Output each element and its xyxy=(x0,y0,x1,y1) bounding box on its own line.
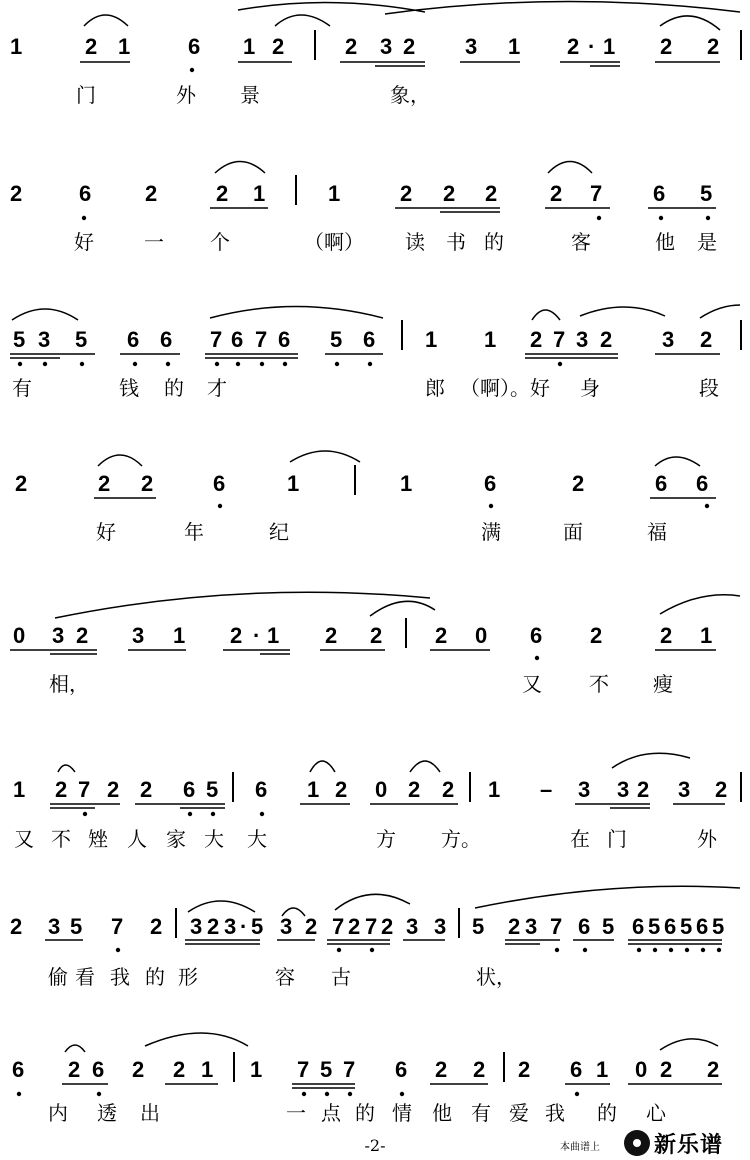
page-number: -2- xyxy=(364,1136,386,1155)
record-disc-icon xyxy=(624,1130,650,1156)
site-logo[interactable] xyxy=(624,1126,750,1160)
logo-text: 新乐谱 xyxy=(654,1132,724,1158)
footer-note: 本曲谱上 xyxy=(560,1142,600,1153)
